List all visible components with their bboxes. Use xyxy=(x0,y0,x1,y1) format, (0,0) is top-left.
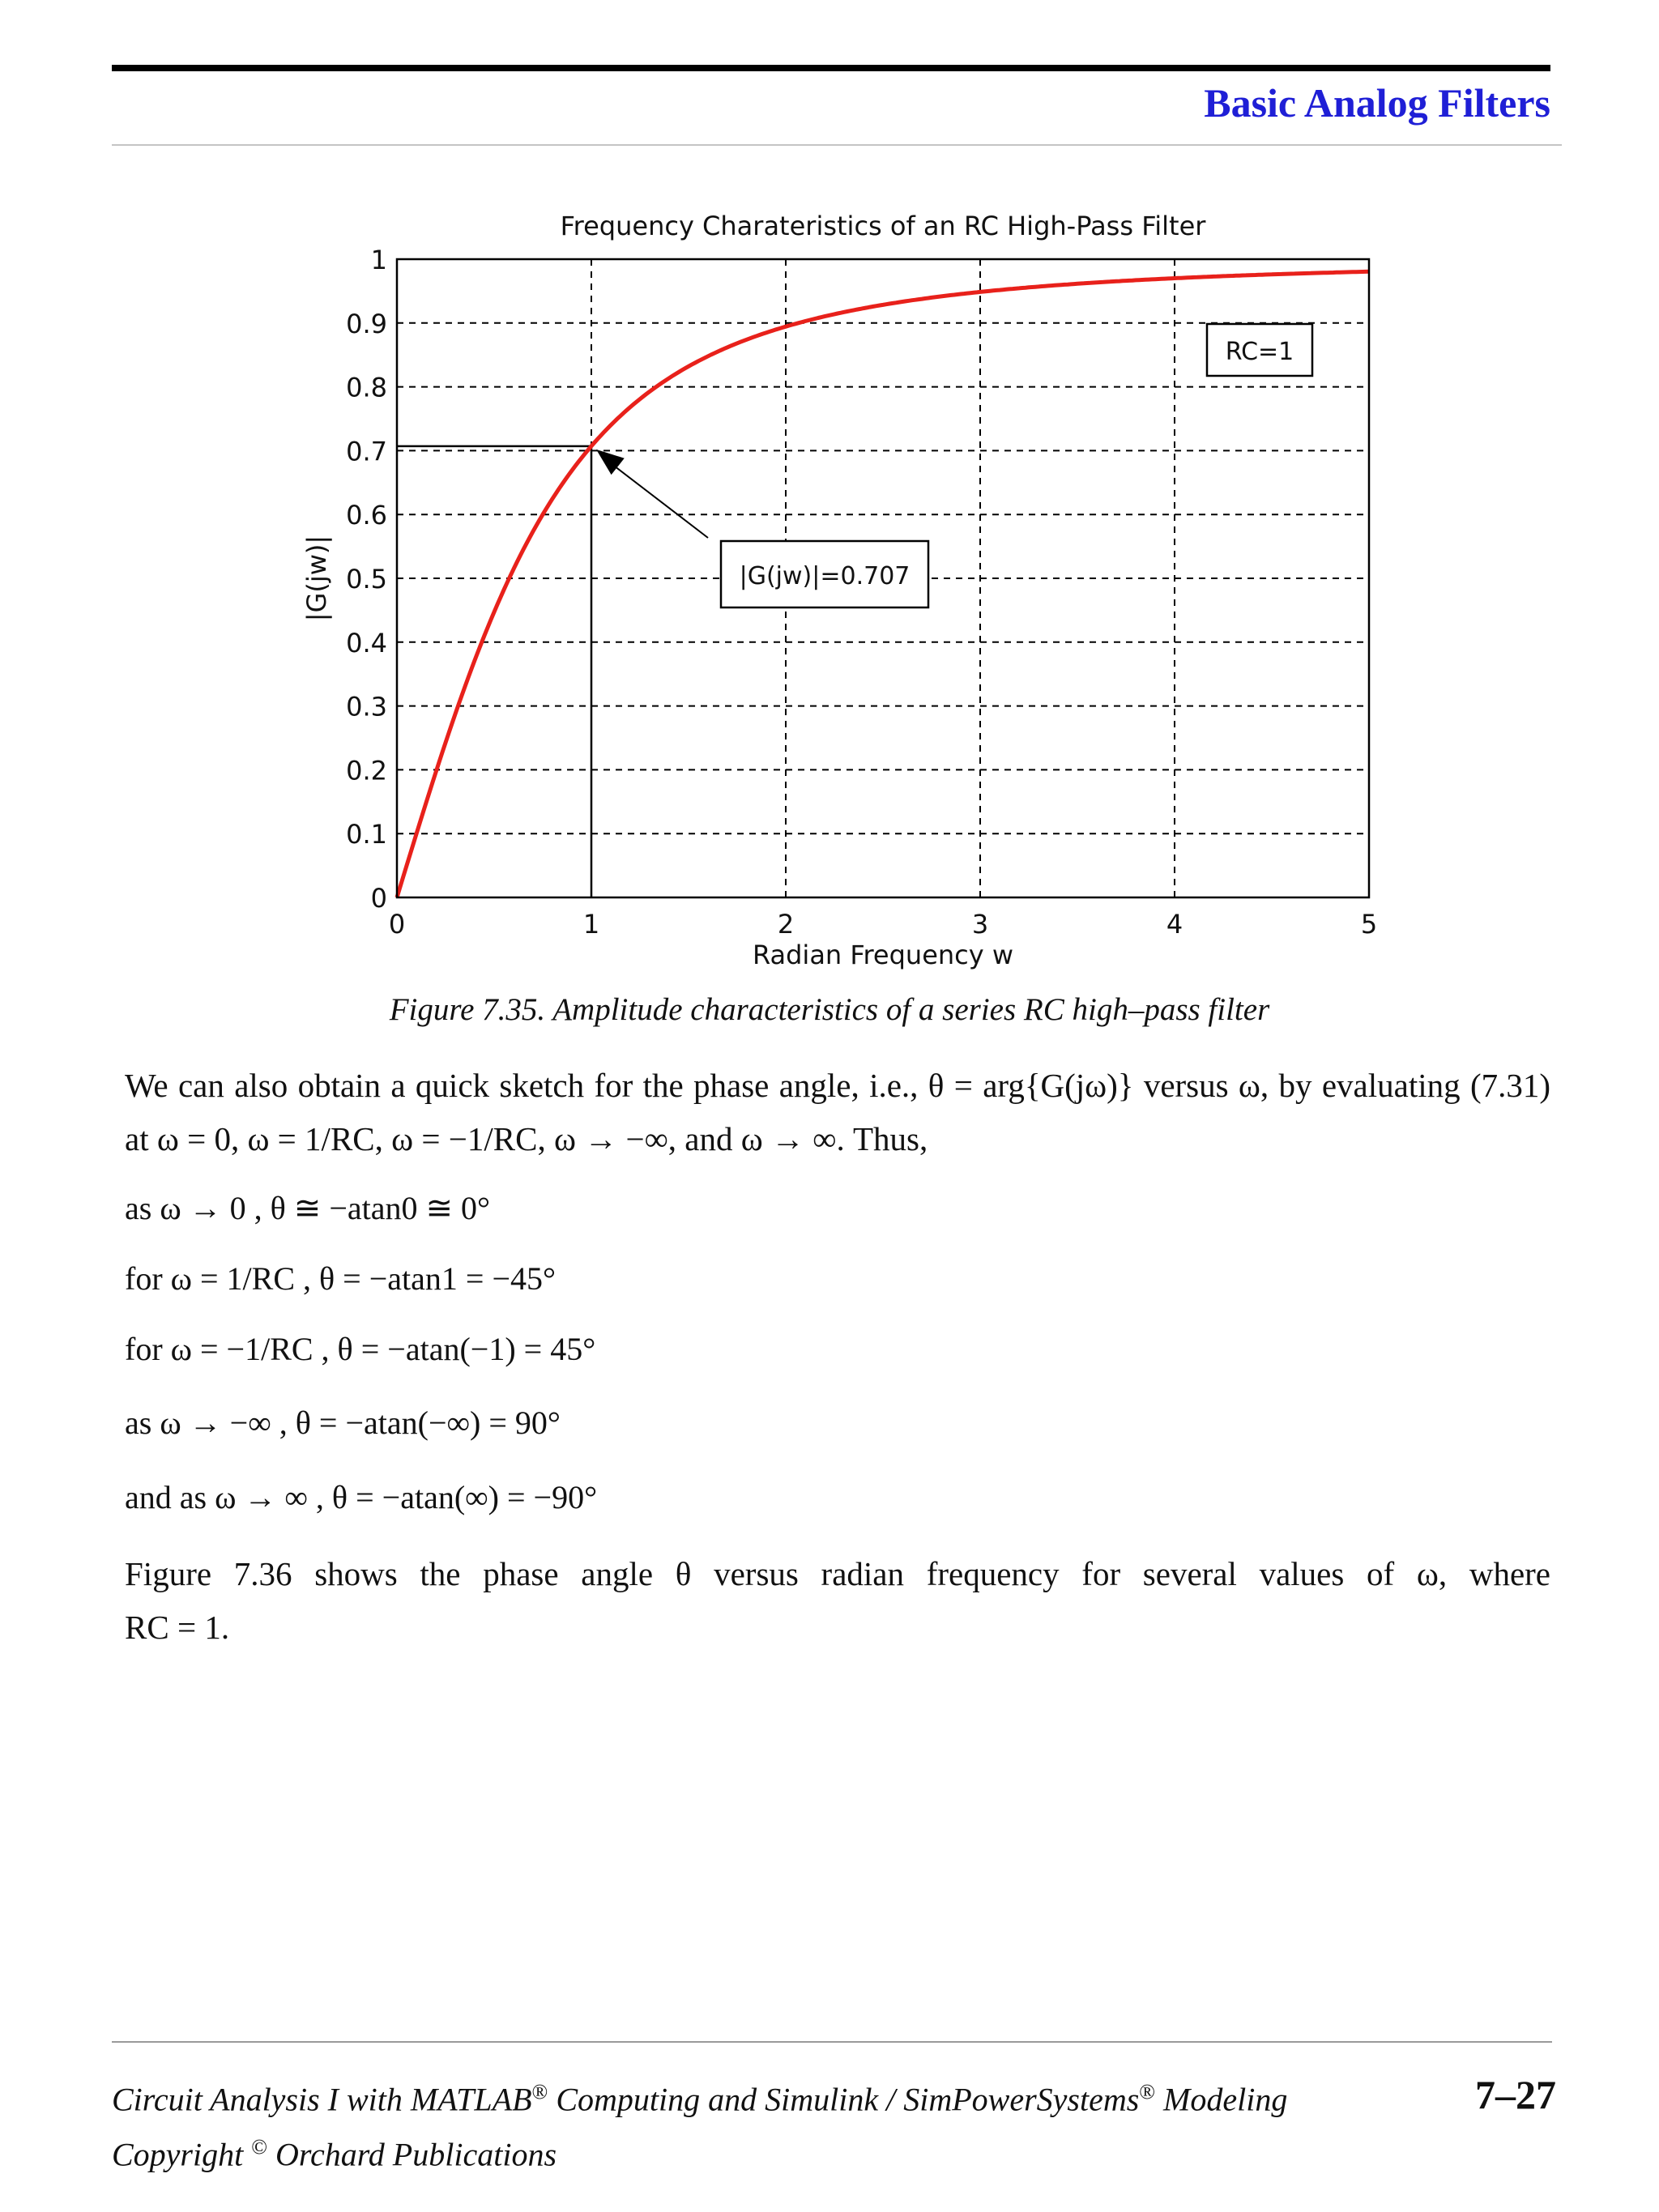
x-tick-label: 1 xyxy=(582,909,600,940)
x-tick-label: 0 xyxy=(388,909,406,940)
equation-omega-minus-infinity: as ω → −∞ , θ = −atan(−∞) = 90° xyxy=(125,1404,561,1441)
body-paragraph-1: We can also obtain a quick sketch for the phase angle, i.e., θ = arg{G(jω)} versus ω, by evaluating (7.31) at ω = 0, ω = 1/RC, ω = −1/RC, ω → −∞, and ω → ∞. Thus, xyxy=(125,1067,1550,1157)
x-tick-labels xyxy=(389,909,1377,940)
x-tick-label: 2 xyxy=(777,909,795,940)
body-paragraph-2-line-2: RC = 1. xyxy=(125,1609,230,1646)
page-number: 7–27 xyxy=(1475,2072,1556,2117)
running-header-title: Basic Analog Filters xyxy=(1204,80,1550,126)
registered-mark: ® xyxy=(1139,2080,1156,2103)
equation-omega-zero: as ω → 0 , θ ≅ −atan0 ≅ 0° xyxy=(125,1190,491,1226)
footer-book-title xyxy=(112,2080,1287,2118)
y-tick-label: 0.8 xyxy=(346,372,387,403)
footer-copyright-label: Copyright xyxy=(112,2136,244,2173)
equation-omega-minus-1-over-rc: for ω = −1/RC , θ = −atan(−1) = 45° xyxy=(125,1331,596,1367)
x-axis-label: Radian Frequency w xyxy=(752,940,1014,970)
y-tick-labels xyxy=(346,245,387,914)
y-axis-label: |G(jw)| xyxy=(301,535,332,622)
y-tick-label: 0.6 xyxy=(346,500,387,531)
x-tick-label: 4 xyxy=(1166,909,1183,940)
x-tick-label: 5 xyxy=(1360,909,1378,940)
chart-title: Frequency Charateristics of an RC High-Pass Filter xyxy=(560,211,1206,241)
footer-book-title-part1: Circuit Analysis I with MATLAB xyxy=(112,2081,532,2118)
y-tick-label: 0.5 xyxy=(346,564,387,595)
body-paragraph-2 xyxy=(125,1547,1550,1654)
footer-book-title-part3: Modeling xyxy=(1155,2081,1288,2118)
header-top-rule xyxy=(112,65,1550,71)
y-tick-label: 0.9 xyxy=(346,308,387,339)
y-tick-label: 0.3 xyxy=(346,691,387,722)
y-tick-label: 0 xyxy=(370,883,387,914)
equation-omega-1-over-rc: for ω = 1/RC , θ = −atan1 = −45° xyxy=(125,1260,557,1297)
annotation-rc-text: RC=1 xyxy=(1225,338,1294,366)
footer-book-title-part2: Computing and Simulink / SimPowerSystems xyxy=(548,2081,1140,2118)
footer-rule xyxy=(112,2041,1552,2043)
x-tick-label: 3 xyxy=(971,909,989,940)
registered-mark: ® xyxy=(531,2080,548,2103)
y-tick-label: 1 xyxy=(370,245,387,275)
high-pass-magnitude-chart xyxy=(267,194,1434,988)
y-tick-label: 0.7 xyxy=(346,436,387,467)
footer-copyright xyxy=(112,2135,557,2173)
footer-publisher: Orchard Publications xyxy=(267,2136,557,2173)
body-paragraph-2-line-1: Figure 7.36 shows the phase angle θ versus radian frequency for several values of ω, where xyxy=(125,1555,1550,1592)
header-bottom-rule xyxy=(112,144,1562,146)
copyright-mark: © xyxy=(251,2135,267,2159)
y-tick-label: 0.2 xyxy=(346,755,387,786)
annotation-magnitude-text: |G(jw)|=0.707 xyxy=(739,562,911,590)
equation-omega-infinity: and as ω → ∞ , θ = −atan(∞) = −90° xyxy=(125,1479,598,1515)
y-tick-label: 0.1 xyxy=(346,819,387,850)
y-tick-label: 0.4 xyxy=(346,627,387,658)
figure-caption: Figure 7.35. Amplitude characteristics of a series RC high–pass filter xyxy=(389,992,1270,1027)
